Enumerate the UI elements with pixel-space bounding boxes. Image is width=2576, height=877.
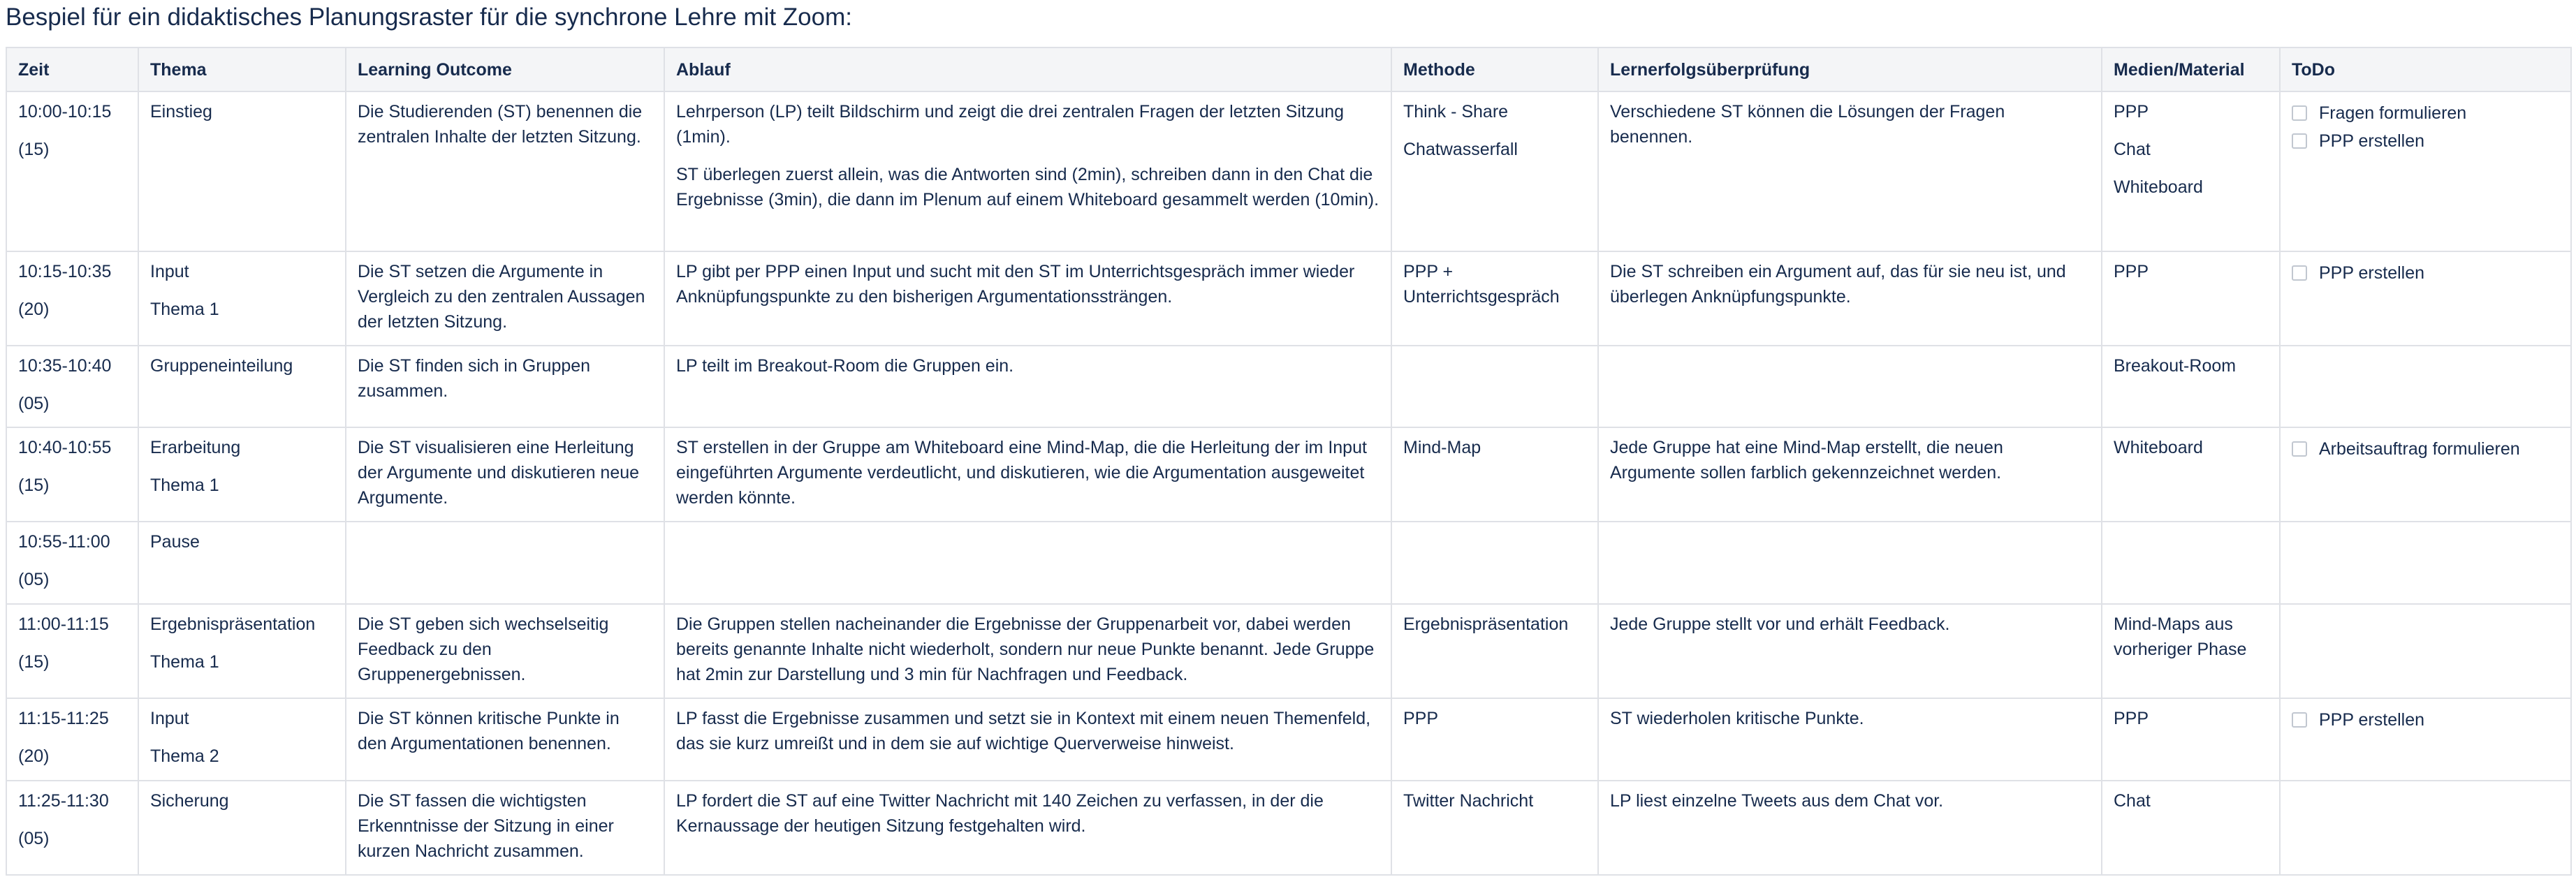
cell-lernerfolgsueberpruefung [1598,427,2102,522]
cell-medien [2102,251,2280,346]
checkbox-icon[interactable] [2292,105,2307,121]
duration: (15) [18,140,50,159]
todo-label: PPP erstellen [2319,131,2425,151]
topic-subtitle: Thema 1 [150,300,219,319]
duration: (20) [18,746,50,766]
table-row [6,346,2571,427]
column-header-thema: Thema [138,47,346,91]
method: Ergebnispräsentation [1403,614,1569,634]
learning-outcome: Die ST finden sich in Gruppen zusammen. [358,356,591,401]
topic: Pause [150,532,200,552]
cell-zeit [6,522,138,604]
cell-methode [1391,522,1598,604]
table-row [6,522,2571,604]
cell-methode [1391,427,1598,522]
assessment: Jede Gruppe hat eine Mind-Map erstellt, die neuen Argumente sollen farblich gekennzeichnet werden. [1610,438,2003,482]
cell-methode [1391,604,1598,698]
cell-thema [138,522,346,604]
procedure-text: LP fordert die ST auf eine Twitter Nachricht mit 140 Zeichen zu verfassen, in der die Kernaussage der heutigen Sitzung festgehalten wird. [676,791,1324,836]
cell-learning-outcome [346,346,664,427]
cell-ablauf [664,522,1391,604]
media-item: PPP [2114,262,2149,281]
procedure-text: LP gibt per PPP einen Input und sucht mit den ST im Unterrichtsgespräch immer wieder Anknüpfungspunkte zu den bisherigen Argumentationssträngen. [676,262,1355,307]
todo-item[interactable] [2292,127,2559,155]
media-item: Chat [2114,140,2151,159]
assessment: Jede Gruppe stellt vor und erhält Feedback. [1610,614,1950,634]
column-header-learning-outcome: Learning Outcome [346,47,664,91]
column-header-medien: Medien/Material [2102,47,2280,91]
todo-label: PPP erstellen [2319,263,2425,283]
cell-zeit [6,91,138,251]
time-range: 10:55-11:00 [18,532,110,552]
checkbox-icon[interactable] [2292,265,2307,281]
cell-todo [2280,91,2571,251]
planning-table [6,47,2572,876]
table-row [6,781,2571,875]
media-item: Chat [2114,791,2151,811]
cell-learning-outcome [346,91,664,251]
cell-thema [138,427,346,522]
cell-lernerfolgsueberpruefung [1598,698,2102,781]
cell-medien [2102,604,2280,698]
time-range: 10:35-10:40 [18,356,112,376]
cell-todo [2280,346,2571,427]
column-header-zeit: Zeit [6,47,138,91]
time-range: 11:00-11:15 [18,614,109,634]
checkbox-icon[interactable] [2292,133,2307,149]
cell-lernerfolgsueberpruefung [1598,604,2102,698]
time-range: 11:25-11:30 [18,791,109,811]
cell-ablauf [664,346,1391,427]
todo-item[interactable] [2292,259,2559,287]
table-row [6,91,2571,251]
checkbox-icon[interactable] [2292,441,2307,457]
cell-methode [1391,91,1598,251]
duration: (20) [18,300,50,319]
assessment: LP liest einzelne Tweets aus dem Chat vor. [1610,791,1944,811]
todo-label: Arbeitsauftrag formulieren [2319,439,2520,459]
cell-thema [138,698,346,781]
assessment: Die ST schreiben ein Argument auf, das für sie neu ist, und überlegen Anknüpfungspunkte. [1610,262,2066,307]
method: PPP [1403,709,1439,728]
cell-lernerfolgsueberpruefung [1598,251,2102,346]
time-range: 11:15-11:25 [18,709,109,728]
cell-lernerfolgsueberpruefung [1598,346,2102,427]
time-range: 10:00-10:15 [18,102,112,121]
cell-ablauf [664,91,1391,251]
media-item: Mind-Maps aus vorheriger Phase [2114,614,2247,659]
procedure-text: ST überlegen zuerst allein, was die Antworten sind (2min), schreiben dann in den Chat die Ergebnisse (3min), die dann im Plenum auf einem Whiteboard gesammelt werden (10min). [676,165,1380,209]
cell-ablauf [664,604,1391,698]
learning-outcome: Die ST fassen die wichtigsten Erkenntnisse der Sitzung in einer kurzen Nachricht zusammen. [358,791,614,861]
duration: (15) [18,476,50,495]
cell-ablauf [664,427,1391,522]
cell-zeit [6,346,138,427]
cell-lernerfolgsueberpruefung [1598,91,2102,251]
cell-zeit [6,781,138,875]
cell-medien [2102,522,2280,604]
table-header-row [6,47,2571,91]
cell-ablauf [664,698,1391,781]
procedure-text: Lehrperson (LP) teilt Bildschirm und zeigt die drei zentralen Fragen der letzten Sitzung (1min). [676,102,1345,147]
cell-medien [2102,427,2280,522]
procedure-text: LP teilt im Breakout-Room die Gruppen ein. [676,356,1014,376]
column-header-lernerfolgsueberpruefung: Lernerfolgsüberprüfung [1598,47,2102,91]
media-item: Whiteboard [2114,177,2203,197]
cell-learning-outcome [346,251,664,346]
cell-todo [2280,781,2571,875]
time-range: 10:40-10:55 [18,438,112,457]
cell-todo [2280,251,2571,346]
duration: (05) [18,394,50,413]
cell-lernerfolgsueberpruefung [1598,522,2102,604]
method: Chatwasserfall [1403,140,1518,159]
cell-methode [1391,781,1598,875]
todo-item[interactable] [2292,706,2559,734]
cell-todo [2280,698,2571,781]
todo-label: Fragen formulieren [2319,103,2467,123]
duration: (15) [18,652,50,672]
learning-outcome: Die Studierenden (ST) benennen die zentralen Inhalte der letzten Sitzung. [358,102,643,147]
cell-medien [2102,91,2280,251]
cell-todo [2280,522,2571,604]
todo-item[interactable] [2292,435,2559,463]
cell-thema [138,781,346,875]
cell-zeit [6,604,138,698]
cell-thema [138,251,346,346]
procedure-text: Die Gruppen stellen nacheinander die Ergebnisse der Gruppenarbeit vor, dabei werden bereits genannte Inhalte nicht wiederholt, sondern nur neue Punkte benannt. Jede Gruppe hat 2min zur Darstellung und 3 min für Nachfragen und Feedback. [676,614,1375,684]
topic: Sicherung [150,791,229,811]
learning-outcome: Die ST visualisieren eine Herleitung der Argumente und diskutieren neue Argumente. [358,438,640,508]
topic: Input [150,709,189,728]
topic: Input [150,262,189,281]
topic: Gruppeneinteilung [150,356,293,376]
topic: Ergebnispräsentation [150,614,316,634]
topic: Erarbeitung [150,438,241,457]
cell-zeit [6,251,138,346]
table-row [6,427,2571,522]
column-header-methode: Methode [1391,47,1598,91]
checkbox-icon[interactable] [2292,712,2307,728]
procedure-text: LP fasst die Ergebnisse zusammen und setzt sie in Kontext mit einem neuen Themenfeld, das sie kurz umreißt und in dem sie auf wichtige Querverweise hinweist. [676,709,1371,753]
method: Think - Share [1403,102,1509,121]
cell-todo [2280,604,2571,698]
duration: (05) [18,829,50,848]
cell-lernerfolgsueberpruefung [1598,781,2102,875]
learning-outcome: Die ST geben sich wechselseitig Feedback zu den Gruppenergebnissen. [358,614,609,684]
cell-methode [1391,698,1598,781]
cell-ablauf [664,781,1391,875]
todo-label: PPP erstellen [2319,710,2425,730]
cell-learning-outcome [346,522,664,604]
media-item: PPP [2114,102,2149,121]
method: PPP + Unterrichtsgespräch [1403,262,1560,307]
topic-subtitle: Thema 1 [150,652,219,672]
cell-learning-outcome [346,698,664,781]
topic: Einstieg [150,102,212,121]
media-item: Whiteboard [2114,438,2203,457]
method: Mind-Map [1403,438,1481,457]
cell-ablauf [664,251,1391,346]
cell-medien [2102,781,2280,875]
cell-thema [138,346,346,427]
cell-medien [2102,346,2280,427]
topic-subtitle: Thema 2 [150,746,219,766]
cell-thema [138,604,346,698]
procedure-text: ST erstellen in der Gruppe am Whiteboard eine Mind-Map, die die Herleitung der im Input eingeführten Argumente verdeutlicht, und diskutieren, wie die Argumentation ausgeweitet werden könnte. [676,438,1367,508]
table-row [6,698,2571,781]
cell-learning-outcome [346,604,664,698]
method: Twitter Nachricht [1403,791,1534,811]
media-item: PPP [2114,709,2149,728]
column-header-ablauf: Ablauf [664,47,1391,91]
media-item: Breakout-Room [2114,356,2237,376]
cell-zeit [6,427,138,522]
assessment: ST wiederholen kritische Punkte. [1610,709,1864,728]
cell-learning-outcome [346,781,664,875]
table-row [6,604,2571,698]
cell-thema [138,91,346,251]
todo-item[interactable] [2292,99,2559,127]
topic-subtitle: Thema 1 [150,476,219,495]
time-range: 10:15-10:35 [18,262,112,281]
cell-medien [2102,698,2280,781]
learning-outcome: Die ST können kritische Punkte in den Argumentationen benennen. [358,709,620,753]
cell-zeit [6,698,138,781]
learning-outcome: Die ST setzen die Argumente in Vergleich zu den zentralen Aussagen der letzten Sitzung. [358,262,645,332]
duration: (05) [18,570,50,589]
cell-methode [1391,251,1598,346]
cell-todo [2280,427,2571,522]
cell-methode [1391,346,1598,427]
table-row [6,251,2571,346]
page-heading: Bespiel für ein didaktisches Planungsraster für die synchrone Lehre mit Zoom: [6,3,852,31]
assessment: Verschiedene ST können die Lösungen der Fragen benennen. [1610,102,2005,147]
column-header-todo: ToDo [2280,47,2571,91]
cell-learning-outcome [346,427,664,522]
